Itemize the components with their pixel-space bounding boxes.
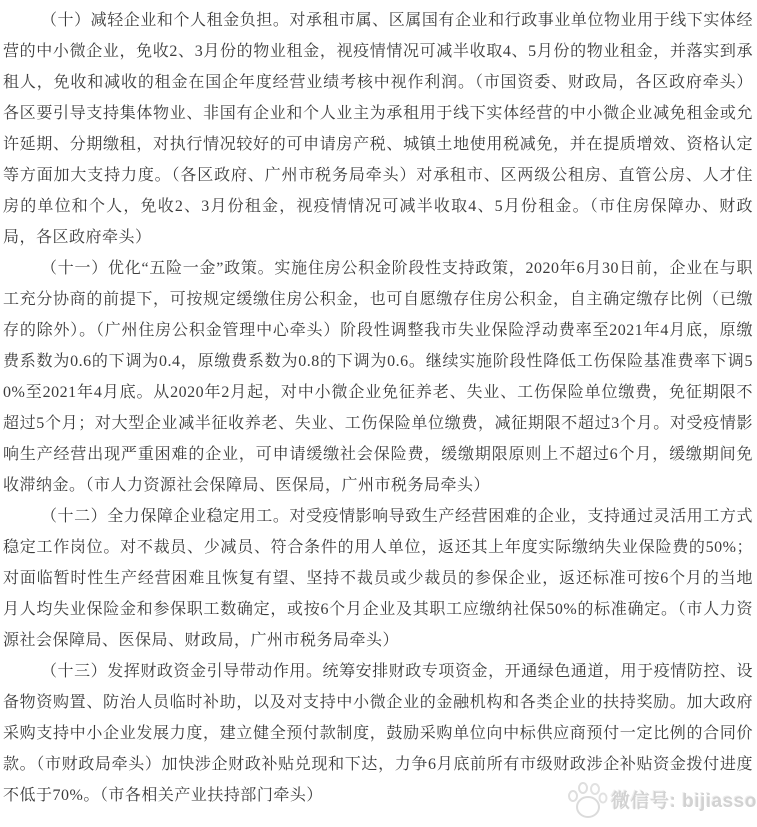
- watermark-text: 微信号: bijiasso: [611, 790, 757, 812]
- policy-item-10: （十）减轻企业和个人租金负担。对承租市属、区属国有企业和行政事业单位物业用于线下实体经营的中小微企业，免收2、3月份的物业租金，视疫情情况可减半收取4、5月份的物业租金，并落实到承租人，免收和减收的租金在国企年度经营业绩考核中视作利润。（市国资委、财政局，各区政府牵头）各区要引导支持集体物业、非国有企业和个人业主为承租用于线下实体经营的中小微企业减免租金或允许延期、分期缴租，对执行情况较好的可申请房产税、城镇土地使用税减免，并在提质增效、资格认定等方面加大支持力度。（各区政府、广州市税务局牵头）对承租市、区两级公租房、直管公房、人才住房的单位和个人，免收2、3月份租金，视疫情情况可减半收取4、5月份租金。（市住房保障办、财政局，各区政府牵头）: [3, 12, 753, 246]
- policy-item-13: （十三）发挥财政资金引导带动作用。统筹安排财政专项资金，开通绿色通道，用于疫情防控、设备物资购置、防治人员临时补助，以及对支持中小微企业的金融机构和各类企业的扶持奖励。加大政府采购支持中小企业发展力度，建立健全预付款制度，鼓励采购单位向中标供应商预付一定比例的合同价款。（市财政局牵头）加快涉企财政补贴兑现和下达，力争6月底前所有市级财政涉企补贴资金拨付进度不低于70%。（市各相关产业扶持部门牵头）: [3, 663, 753, 804]
- policy-item-11: （十一）优化“五险一金”政策。实施住房公积金阶段性支持政策，2020年6月30日前，企业在与职工充分协商的前提下，可按规定缓缴住房公积金，也可自愿缴存住房公积金，自主确定缴存比例（已缴存的除外）。（广州住房公积金管理中心牵头）阶段性调整我市失业保险浮动费率至2021年4月底，原缴费系数为0.6的下调为0.4，原缴费系数为0.8的下调为0.6。继续实施阶段性降低工伤保险基准费率下调50%至2021年4月底。从2020年2月起，对中小微企业免征养老、失业、工伤保险单位缴费，免征期限不超过5个月；对大型企业减半征收养老、失业、工伤保险单位缴费，减征期限不超过3个月。对受疫情影响生产经营出现严重困难的企业，可申请缓缴社会保险费，缓缴期限原则上不超过6个月，缓缴期间免收滞纳金。（市人力资源社会保障局、医保局，广州市税务局牵头）: [3, 260, 753, 494]
- policy-item-12: （十二）全力保障企业稳定用工。对受疫情影响导致生产经营困难的企业，支持通过灵活用工方式稳定工作岗位。对不裁员、少减员、符合条件的用人单位，返还其上年度实际缴纳失业保险费的50%；对面临暂时性生产经营困难且恢复有望、坚持不裁员或少裁员的参保企业，返还标准可按6个月的当地月人均失业保险金和参保职工数确定，或按6个月企业及其职工应缴纳社保50%的标准确定。（市人力资源社会保障局、医保局、财政局，广州市税务局牵头）: [3, 508, 753, 649]
